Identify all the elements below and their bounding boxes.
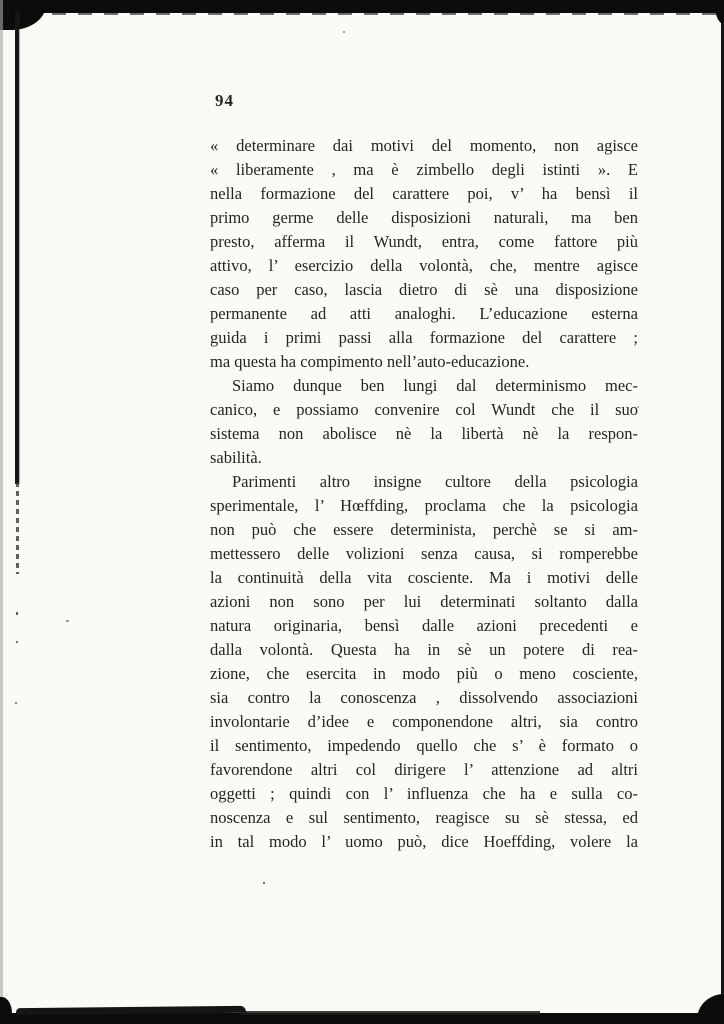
text-line: favorendone altri col dirigere l’ attenzione ad altri: [210, 760, 638, 779]
text-line: presto, afferma il Wundt, entra, come fattore più: [210, 232, 638, 251]
scan-speck: [343, 31, 345, 33]
scan-speck: [16, 641, 18, 643]
scan-corner-top-left: [0, 0, 46, 30]
text-line: la continuità della vita cosciente. Ma i motivi delle: [210, 568, 638, 587]
text-line: in tal modo l’ uomo può, dice Hoeffding, volere la: [210, 832, 638, 851]
page-number: 94: [215, 91, 234, 110]
scan-speck: [263, 882, 265, 884]
text-line: ma questa ha compimento nell’auto-educazione.: [210, 352, 530, 371]
text-line: natura originaria, bensì dalle azioni precedenti e: [210, 616, 638, 635]
text-line: « determinare dai motivi del momento, non agisce: [210, 136, 638, 155]
text-line: zione, che esercita in modo più o meno cosciente,: [210, 664, 638, 683]
scan-corner-top-right: [715, 0, 724, 24]
text-line: Siamo dunque ben lungi dal determinismo mec-: [232, 376, 638, 395]
text-line: primo germe delle disposizioni naturali, ma ben: [210, 208, 638, 227]
text-line: sia contro la conoscenza , dissolvendo associazioni: [210, 688, 638, 707]
text-line: sabilità.: [210, 448, 262, 467]
text-line: attivo, l’ esercizio della volontà, che, mentre agisce: [210, 256, 638, 275]
text-line: canico, e possiamo convenire col Wundt che il suo: [210, 400, 638, 419]
scan-corner-bottom-left: [0, 997, 12, 1024]
text-line: il sentimento, impedendo quello che s’ è formato o: [210, 736, 638, 755]
text-line: involontarie d’idee e componendone altri, sia contro: [210, 712, 638, 731]
scan-corner-bottom-right: [697, 994, 724, 1024]
text-line: sperimentale, l’ Hœffding, proclama che la psicologia: [210, 496, 638, 515]
text-line: azioni non sono per lui determinati soltanto dalla: [210, 592, 638, 611]
scan-speck: [16, 612, 18, 615]
text-line: mettessero delle volizioni senza causa, si romperebbe: [210, 544, 638, 563]
text-line: guida i primi passi alla formazione del carattere ;: [210, 328, 638, 347]
text-line: non può che essere determinista, perchè se si am-: [210, 520, 638, 539]
scan-edge-bottom-ragged-2: [240, 1011, 540, 1015]
text-line: dalla volontà. Questa ha in sè un potere di rea-: [210, 640, 638, 659]
scan-speck: [15, 702, 17, 704]
scan-binding-line-fade: [16, 482, 19, 574]
scan-edge-left: [0, 0, 3, 1024]
text-line: noscenza e sul sentimento, reagisce su sè stessa, ed: [210, 808, 638, 827]
text-line: Parimenti altro insigne cultore della psicologia: [232, 472, 638, 491]
body-text: [210, 134, 638, 854]
text-line: sistema non abolisce nè la libertà nè la respon-: [210, 424, 638, 443]
text-line: permanente ad atti analoghi. L’educazione esterna: [210, 304, 638, 323]
text-line: « liberamente , ma è zimbello degli istinti ». E: [210, 160, 638, 179]
scan-edge-top: [0, 0, 724, 13]
scan-speck: [66, 620, 69, 622]
text-line: caso per caso, lascia dietro di sè una disposizione: [210, 280, 638, 299]
text-line: oggetti ; quindi con l’ influenza che ha e sulla co-: [210, 784, 638, 803]
scan-binding-line: [15, 12, 19, 484]
text-line: nella formazione del carattere poi, v’ ha bensì il: [210, 184, 638, 203]
